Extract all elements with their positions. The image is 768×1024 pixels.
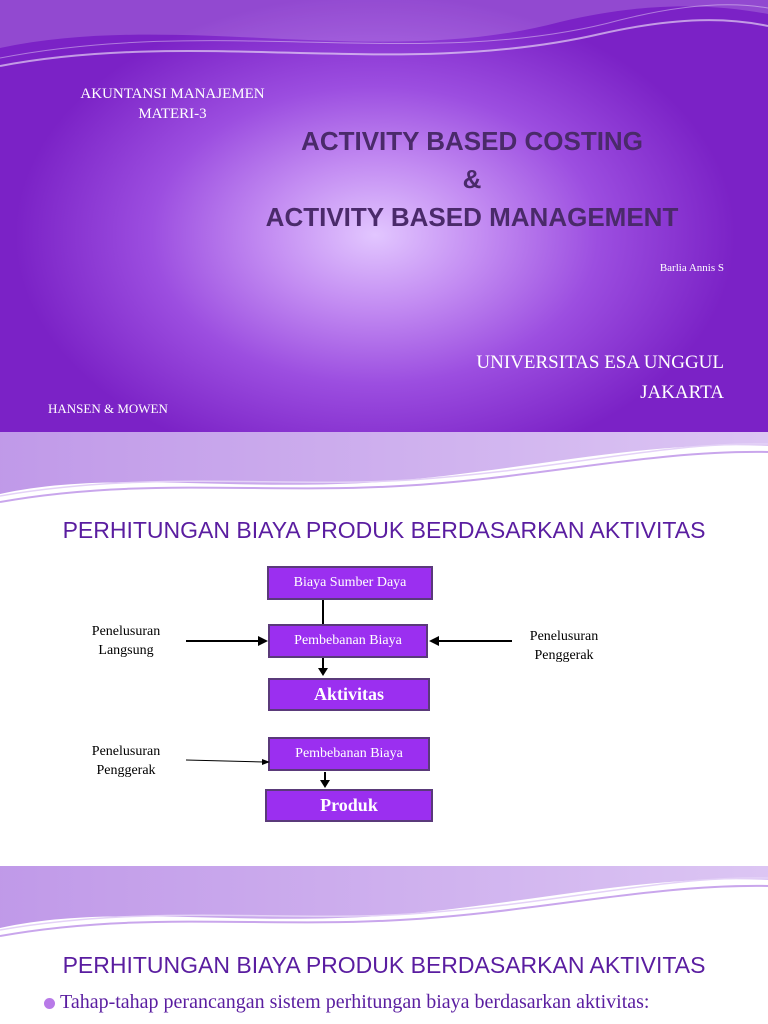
university — [476, 348, 724, 408]
course-line-2: MATERI-3 — [138, 106, 207, 122]
reference: HANSEN & MOWEN — [48, 401, 168, 416]
decorative-waves — [0, 432, 768, 522]
label-line: Langsung — [98, 643, 154, 658]
label-line: Penelusuran — [91, 744, 161, 759]
slide2-title: PERHITUNGAN BIAYA PRODUK BERDASARKAN AKTIVITAS — [62, 517, 706, 543]
course-line-1: AKUNTANSI MANAJEMEN — [80, 86, 265, 102]
box-cost-assignment-2: Pembebanan Biaya — [268, 737, 430, 771]
course-title — [60, 84, 285, 124]
arrow-down-icon — [320, 780, 330, 788]
slide3-bullet-text: Tahap-tahap perancangan sistem perhitungan biaya berdasarkan aktivitas: — [60, 991, 650, 1013]
box-product: Produk — [265, 789, 433, 822]
connector-line — [322, 600, 324, 624]
slide3-title: PERHITUNGAN BIAYA PRODUK BERDASARKAN AKTIVITAS — [62, 952, 706, 978]
title-line-3: ACTIVITY BASED MANAGEMENT — [265, 202, 679, 232]
box-resource-costs: Biaya Sumber Daya — [267, 566, 433, 600]
label-driver-tracing-left — [70, 742, 182, 780]
label-line: Penelusuran — [91, 624, 161, 639]
label-line: Penelusuran — [529, 629, 599, 644]
title-line-2: & — [462, 164, 482, 194]
presentation-title — [240, 122, 704, 236]
label-line: Penggerak — [96, 763, 156, 778]
decorative-waves — [0, 866, 768, 946]
university-line-1: UNIVERSITAS ESA UNGGUL — [476, 352, 724, 373]
title-line-1: ACTIVITY BASED COSTING — [301, 126, 643, 156]
label-line: Penggerak — [534, 648, 594, 663]
label-driver-tracing-right — [508, 627, 620, 665]
title-slide — [0, 0, 768, 432]
box-activities: Aktivitas — [268, 678, 430, 711]
bullet-icon — [44, 998, 55, 1009]
box-cost-assignment-1: Pembebanan Biaya — [268, 624, 428, 658]
university-line-2: JAKARTA — [640, 382, 724, 403]
arrow-down-icon — [318, 668, 328, 676]
label-direct-tracing — [70, 622, 182, 660]
author: Barlia Annis S — [659, 262, 724, 274]
